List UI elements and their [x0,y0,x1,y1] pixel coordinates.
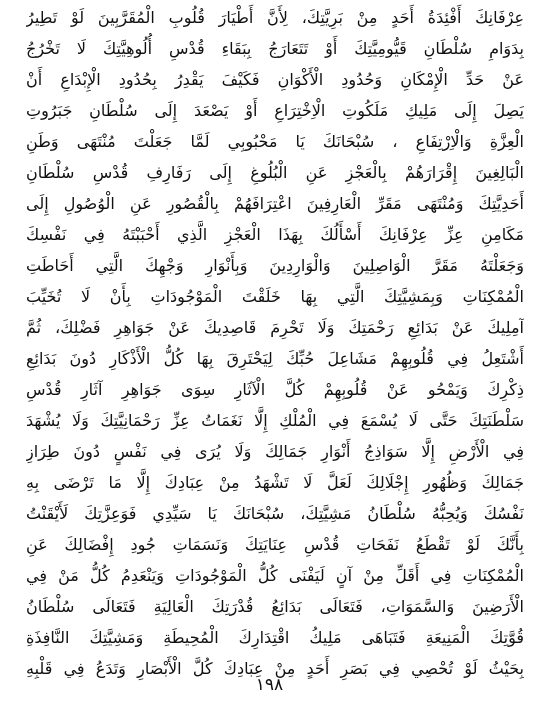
text-line: بِحَيْثُ لَوْ تُحْصِي فِي بَصَرِ أَحَدٍ مِنْ عِبَادِكَ كُلَّ الْأَبْصَارِ وَتَدَعُ فِي قَلْبِهِ [26,659,524,678]
text-line: قُوَّتِكَ الْمَنِيعَةِ فَتَبَاهَى مَلِيكُ اقْتِدَارِكَ الْمُحِيطَةِ وَمَشِيَّتِكَ النَّافِذَةِ [26,628,524,647]
text-line: فِي الْأَرْضِ إِلَّا سَوَاذِجُ أَنْوَارِ جَمَالِكَ وَلَا يُرَى فِي نَفْسٍ دُونَ طِرَازِ [26,442,524,461]
text-line: جَمَالِكَ وَظُهُورِ إِجْلَالِكَ لَعَلَّ لَا تَشْهَدُ مِنْ عِبَادِكَ إِلَّا مَا تَرْضَى بِهِ [26,473,524,492]
text-line: بِأَنَّكَ لَوْ تَقْطَعُ نَفَحَاتِ قُدْسِ عِنَايَتِكَ وَنَسَمَاتِ جُودِ إِفْضَالِكَ عَنِ [26,535,524,554]
text-line: أَشْتَعِلُ فِي قُلُوبِهِمْ مَشَاعِلَ حُبِّكَ لِيَحْتَرِقَ بِهَا كُلُّ الْأَذْكَارِ دُونَ بَدَائِعِ [26,349,524,368]
text-line: عَنْ حَدِّ الْإِمْكَانِ وَحُدُودِ الْأَكْوَانِ فَكَيْفَ يَقْدِرُ بِحُدُودِ الْإِبْدَاعِ أَنْ [26,70,524,89]
text-line: الْأَرَضِينَ وَالسَّمَوَاتِ، فَتَعَالَى بَدَائِعُ قُدْرَتِكَ الْعَالِيَةِ فَتَعَالَى سُلْطَانُ [26,597,524,616]
text-line: آمِلِيكَ عَنْ بَدَائِعِ رَحْمَتِكَ وَلَا تَحْرِمَ قَاصِدِيكَ عَنْ جَوَاهِرِ فَضْلِكَ، ثُمَّ [26,318,524,337]
text-line: بِدَوَامِ سُلْطَانِ قَيُّومِيَّتِكَ أَوْ تَتَعَارَجُ بِبَقَاءِ قُدْسِ أُلُوهِيَّتِكَ لَا تَخْرُجُ [26,39,524,58]
text-line: الْعِزَّةِ وَالْاِرْتِفَاعِ ، سُبْحَانَكَ يَا مَحْبُوبِي لَمَّا جَعَلْتَ مُنْتَهَى وَطَنِ [26,132,524,151]
text-line: سَلْطَنَتِكَ حَتَّى لَا يُسْمَعَ فِي الْمُلْكِ إِلَّا نَغَمَاتُ عِزِّ رَحْمَانِيَّتِكَ وَلَا يُشْهَدَ [26,411,524,430]
text-line: نَفْسُكَ وَيُحِبُّهُ سُلْطَانُ مَشِيَّتِكَ، سُبْحَانَكَ يَا سَيِّدِي فَوَعِزَّتِكَ لَأَيْقَنْتُ [26,504,524,523]
text-line: وَجَعَلْتَهُ مَقَرَّ الْوَاصِلِينَ وَالْوَارِدِينَ وَبِأَنْوَارِ وَجْهِكَ الَّتِي أَحَاطَتِ [26,256,524,275]
text-line: الْمُمْكِنَاتِ وَبِمَشِيَّتِكَ الَّتِي بِهَا خَلَقْتَ الْمَوْجُودَاتِ بِأَنْ لَا تُخَيِّبَ [26,287,524,306]
prayer-text [26,2,524,684]
text-line: عِرْفَانِكَ أَفْئِدَةُ أَحَدٍ مِنْ بَرِيَّتِكَ، لِأَنَّ أَطْيَارَ قُلُوبِ الْمُقَرَّبِينَ لَوْ تَطِيرُ [26,8,524,27]
text-line: الْمُمْكِنَاتِ فِي أَقَلِّ مِنْ آنٍ لَيَفْنَى كُلُّ الْمَوْجُودَاتِ وَيَنْعَدِمُ كُلُّ مَنْ فِي [26,566,524,585]
text-line: ذِكْرِكَ وَيَمْحُو عَنْ قُلُوبِهِمْ كُلَّ الْآثَارِ سِوَى جَوَاهِرِ آثَارِ قُدْسِ [26,380,524,399]
text-line: الْبَالِغِينَ إِقْرَارَهُمْ بِالْعَجْزِ عَنِ الْبُلُوغِ إِلَى رَفَارِفِ قُدْسِ سُلْطَانِ [26,163,524,182]
text-line: يَصِلَ إِلَى مَلِيكِ مَلَكُوتِ الْاِخْتِرَاعِ أَوْ يَصْعَدَ إِلَى سُلْطَانِ جَبَرُوتِ [26,101,524,120]
text-line: أَحَدِيَّتِكَ وَمُنْتَهَى مَقَرِّ الْعَارِفِينَ اعْتِرَافَهُمْ بِالْقُصُورِ عَنِ الْوُصُولِ إِلَى [26,194,524,213]
page-number: ١٩٨ [255,675,284,695]
text-line: مَكَامِنِ عِزِّ عِرْفَانِكَ أَسْأَلُكَ بِهَذَا الْعَجْزِ الَّذِي أَحْبَبْتَهُ فِي نَفْسِكَ [26,225,524,244]
